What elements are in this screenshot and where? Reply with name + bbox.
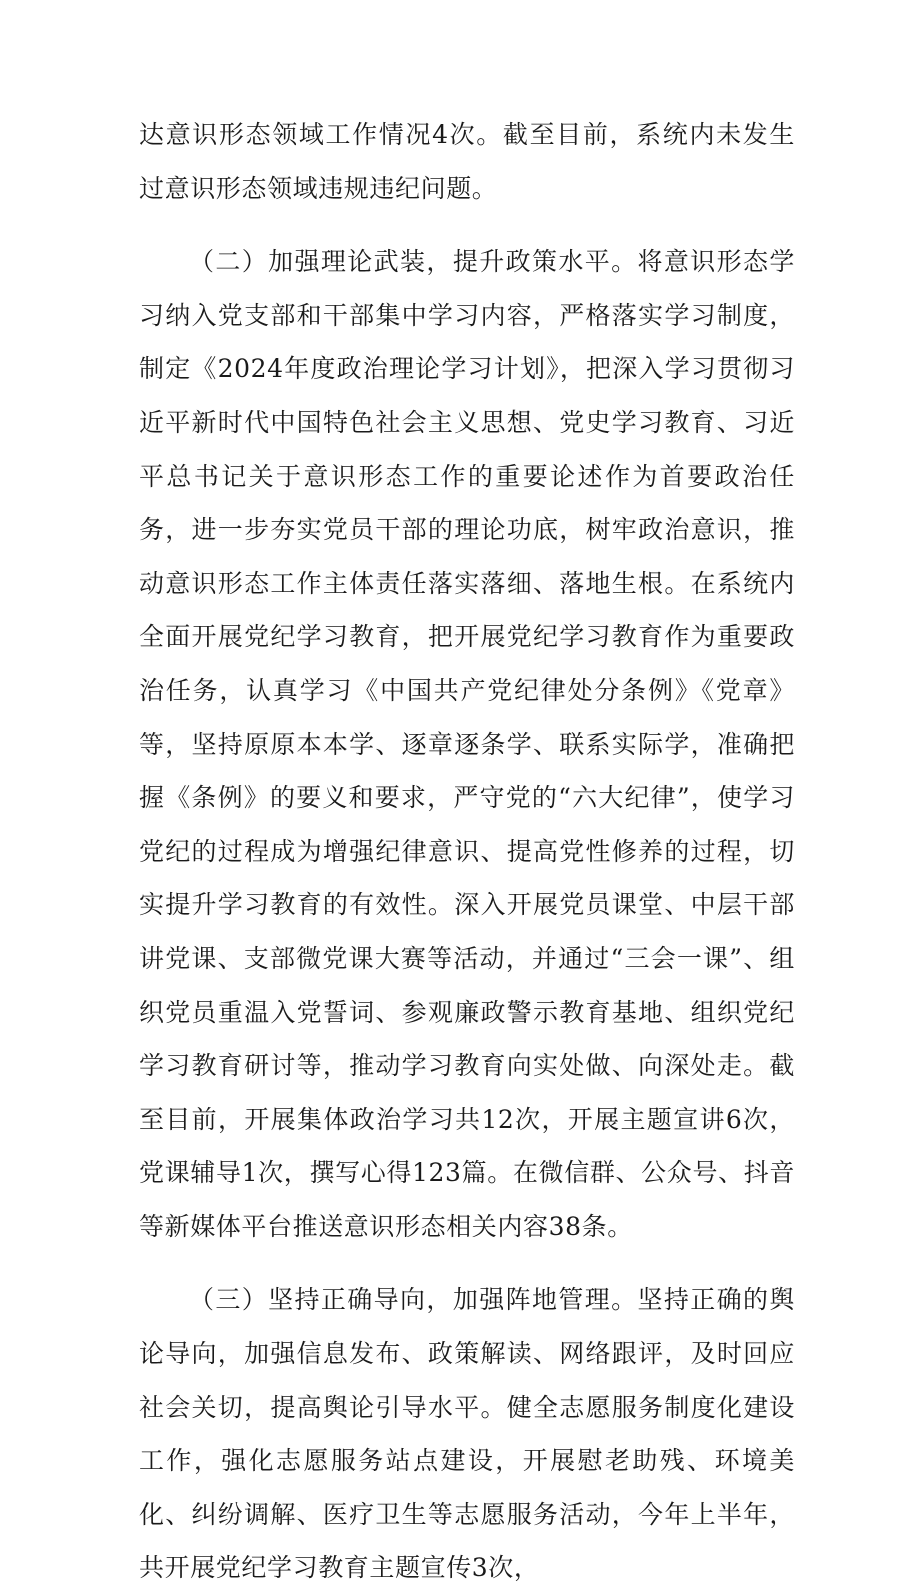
- document-body: [139, 108, 795, 1595]
- paragraph-section-2: （二）加强理论武装，提升政策水平。将意识形态学习纳入党支部和干部集中学习内容，严格落实学习制度，制定《2024年度政治理论学习计划》，把深入学习贯彻习近平新时代中国特色社会主义思想、党史学习教育、习近平总书记关于意识形态工作的重要论述作为首要政治任务，进一步夯实党员干部的理论功底，树牢政治意识，推动意识形态工作主体责任落实落细、落地生根。在系统内全面开展党纪学习教育，把开展党纪学习教育作为重要政治任务，认真学习《中国共产党纪律处分条例》《党章》等，坚持原原本本学、逐章逐条学、联系实际学，准确把握《条例》的要义和要求，严守党的“六大纪律”，使学习党纪的过程成为增强纪律意识、提高党性修养的过程，切实提升学习教育的有效性。深入开展党员课堂、中层干部讲党课、支部微党课大赛等活动，并通过“三会一课”、组织党员重温入党誓词、参观廉政警示教育基地、组织党纪学习教育研讨等，推动学习教育向实处做、向深处走。截至目前，开展集体政治学习共12次，开展主题宣讲6次，党课辅导1次，撰写心得123篇。在微信群、公众号、抖音等新媒体平台推送意识形态相关内容38条。: [139, 247, 795, 1241]
- paragraph-section-3: （三）坚持正确导向，加强阵地管理。坚持正确的舆论导向，加强信息发布、政策解读、网络跟评，及时回应社会关切，提高舆论引导水平。健全志愿服务制度化建设工作，强化志愿服务站点建设，开展慰老助残、环境美化、纠纷调解、医疗卫生等志愿服务活动，今年上半年，共开展党纪学习教育主题宣传3次，: [139, 1285, 795, 1583]
- paragraph-continuation: 达意识形态领域工作情况4次。截至目前，系统内未发生过意识形态领域违规违纪问题。: [139, 120, 795, 203]
